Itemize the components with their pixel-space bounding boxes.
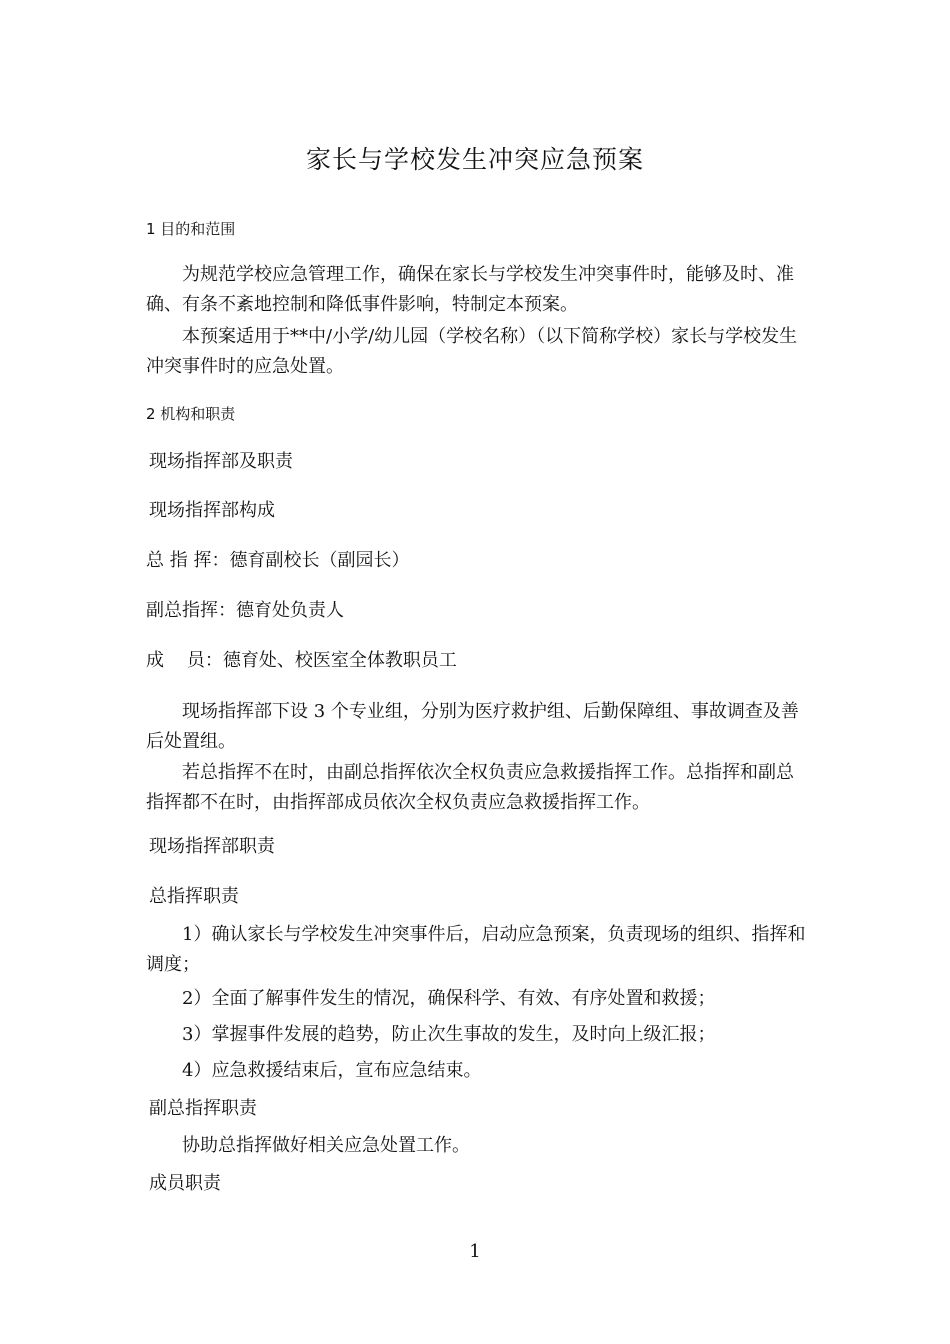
document-title: 家长与学校发生冲突应急预案 <box>305 145 644 174</box>
list-item: 4）应急救援结束后，宣布应急结束。 <box>182 1060 482 1081</box>
paragraph-deputy-duties: 协助总指挥做好相关应急处置工作。 <box>182 1135 470 1156</box>
paragraph-absence: 若总指挥不在时，由副总指挥依次全权负责应急救援指挥工作。总指挥和副总指挥都不在时，由指挥部成员依次全权负责应急救援指挥工作。 <box>146 762 794 813</box>
subheading-composition: 现场指挥部构成 <box>149 500 275 521</box>
list-item: 3）掌握事件发展的趋势，防止次生事故的发生，及时向上级汇报； <box>182 1024 716 1045</box>
paragraph-groups: 现场指挥部下设 3 个专业组，分别为医疗救护组、后勤保障组、事故调查及善后处置组。 <box>146 701 799 752</box>
subheading-command-post: 现场指挥部及职责 <box>149 451 293 472</box>
list-item: 2）全面了解事件发生的情况，确保科学、有效、有序处置和救援； <box>182 988 716 1009</box>
line-members: 成 员：德育处、校医室全体教职员工 <box>146 650 457 671</box>
page-number: 1 <box>469 1241 481 1262</box>
section-heading-purpose: 1 目的和范围 <box>146 220 236 238</box>
list-item: 1）确认家长与学校发生冲突事件后，启动应急预案，负责现场的组织、指挥和调度； <box>146 924 806 975</box>
line-deputy-commander: 副总指挥：德育处负责人 <box>146 600 344 621</box>
subheading-commander-duties: 总指挥职责 <box>149 886 239 907</box>
line-commander: 总 指 挥：德育副校长（副园长） <box>146 550 410 571</box>
subheading-member-duties: 成员职责 <box>149 1173 221 1194</box>
subheading-command-duties: 现场指挥部职责 <box>149 836 275 857</box>
subheading-deputy-duties: 副总指挥职责 <box>149 1098 257 1119</box>
section-heading-organization: 2 机构和职责 <box>146 405 236 423</box>
paragraph-purpose: 为规范学校应急管理工作，确保在家长与学校发生冲突事件时，能够及时、准确、有条不紊地控制和降低事件影响，特制定本预案。 <box>146 264 794 315</box>
paragraph-scope: 本预案适用于**中/小学/幼儿园（学校名称）（以下简称学校）家长与学校发生冲突事件时的应急处置。 <box>146 326 798 377</box>
